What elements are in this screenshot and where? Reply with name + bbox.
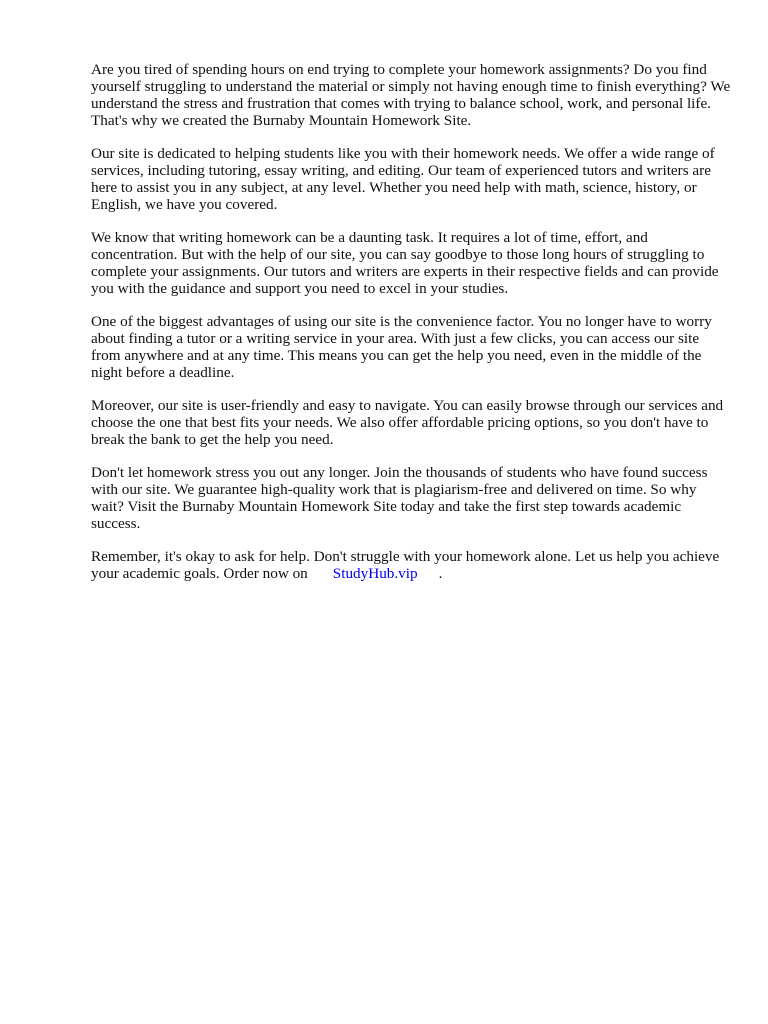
studyhub-link[interactable]: StudyHub.vip [332,565,418,582]
closing-period: . [438,565,443,582]
paragraph-convenience: One of the biggest advantages of using our site is the convenience factor. You no longer have to worry about finding a tutor or a writing service in your area. With just a few clicks, you can access our site from anywhere and at any time. This means you can get the help you need, even in the middle of the night before a deadline. [91,313,712,381]
paragraph-closing [91,548,731,582]
document-body [91,61,731,598]
paragraph-services: Our site is dedicated to helping students like you with their homework needs. We offer a wide range of services, including tutoring, essay writing, and editing. Our team of experienced tutors and writers are here to assist you in any subject, at any level. Whether you need help with math, science, history, or English, we have you covered. [91,145,715,213]
paragraph-writing-help: We know that writing homework can be a daunting task. It requires a lot of time, effort, and concentration. But with the help of our site, you can say goodbye to those long hours of struggling to complete your assignments. Our tutors and writers are experts in their respective fields and can provide you with the guidance and support you need to excel in your studies. [91,229,719,297]
paragraph-intro: Are you tired of spending hours on end trying to complete your homework assignments? Do you find yourself struggling to understand the material or simply not having enough time to finish everything? We understand the stress and frustration that comes with trying to balance school, work, and personal life. That's why we created the Burnaby Mountain Homework Site. [91,61,731,129]
paragraph-user-friendly: Moreover, our site is user-friendly and easy to navigate. You can easily browse through our services and choose the one that best fits your needs. We also offer affordable pricing options, so you don't have to break the bank to get the help you need. [91,397,724,448]
paragraph-call-to-action: Don't let homework stress you out any longer. Join the thousands of students who have found success with our site. We guarantee high-quality work that is plagiarism-free and delivered on time. So why wait? Visit the Burnaby Mountain Homework Site today and take the first step towards academic success. [91,464,708,532]
closing-text: Remember, it's okay to ask for help. Don't struggle with your homework alone. Let us help you achieve your academic goals. Order now on [91,548,720,582]
